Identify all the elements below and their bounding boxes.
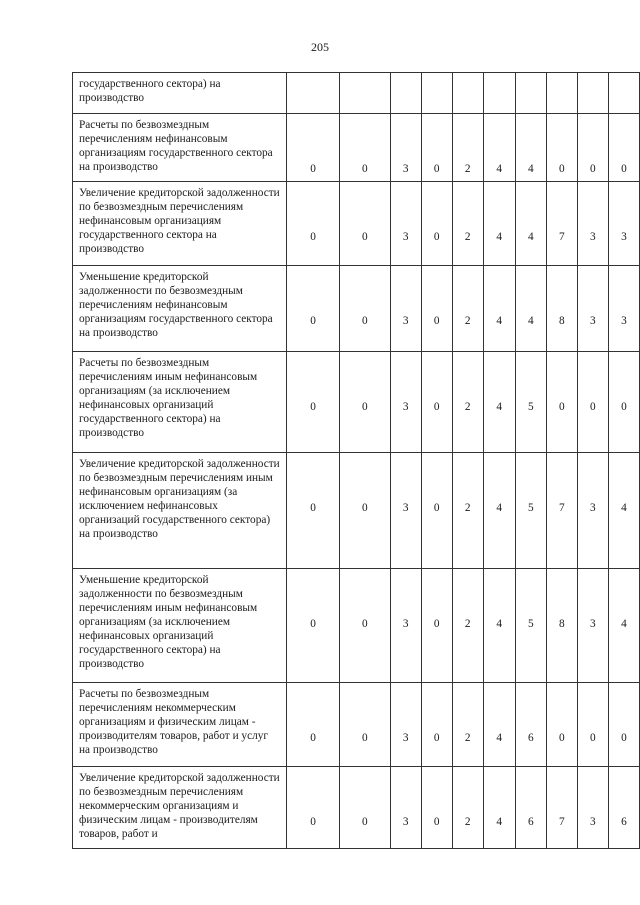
code-digit-cell: 8 bbox=[546, 266, 577, 352]
code-digit-cell: 0 bbox=[287, 352, 340, 453]
code-digit-cell: 4 bbox=[483, 767, 515, 849]
code-digit-cell: 6 bbox=[515, 683, 546, 767]
table-row bbox=[73, 114, 640, 182]
code-digit-cell: 5 bbox=[515, 569, 546, 683]
row-description: Расчеты по безвозмездным перечислениям иным нефинансовым организациям (за исключением нефинансовых организаций государственного сектора) на производство bbox=[73, 352, 287, 453]
code-digit-cell: 6 bbox=[608, 767, 639, 849]
code-digit-cell: 6 bbox=[515, 767, 546, 849]
code-digit-cell: 4 bbox=[515, 114, 546, 182]
table-row bbox=[73, 266, 640, 352]
code-digit-cell bbox=[287, 73, 340, 114]
code-digit-cell: 0 bbox=[421, 767, 452, 849]
table-row bbox=[73, 683, 640, 767]
code-digit-cell: 5 bbox=[515, 453, 546, 569]
table-row bbox=[73, 352, 640, 453]
code-digit-cell: 0 bbox=[339, 352, 390, 453]
code-digit-cell: 0 bbox=[339, 114, 390, 182]
code-digit-cell: 4 bbox=[483, 114, 515, 182]
code-digit-cell: 2 bbox=[452, 569, 483, 683]
code-digit-cell: 0 bbox=[339, 767, 390, 849]
code-digit-cell: 3 bbox=[390, 453, 421, 569]
code-digit-cell: 5 bbox=[515, 352, 546, 453]
code-digit-cell: 3 bbox=[390, 114, 421, 182]
code-digit-cell: 0 bbox=[421, 114, 452, 182]
code-digit-cell: 0 bbox=[608, 114, 639, 182]
page-number: 205 bbox=[311, 40, 329, 54]
code-digit-cell: 0 bbox=[577, 683, 608, 767]
table-row bbox=[73, 73, 640, 114]
code-digit-cell: 4 bbox=[483, 683, 515, 767]
code-digit-cell bbox=[546, 73, 577, 114]
row-description: Уменьшение кредиторской задолженности по безвозмездным перечислениям нефинансовым организациям государственного сектора на производство bbox=[73, 266, 287, 352]
code-digit-cell: 0 bbox=[546, 352, 577, 453]
code-digit-cell: 0 bbox=[577, 114, 608, 182]
code-digit-cell: 0 bbox=[339, 182, 390, 266]
code-digit-cell: 0 bbox=[421, 182, 452, 266]
code-digit-cell: 0 bbox=[577, 352, 608, 453]
code-digit-cell: 0 bbox=[421, 569, 452, 683]
code-digit-cell: 7 bbox=[546, 453, 577, 569]
code-digit-cell: 2 bbox=[452, 182, 483, 266]
code-digit-cell: 4 bbox=[608, 453, 639, 569]
code-digit-cell: 0 bbox=[287, 767, 340, 849]
code-digit-cell: 3 bbox=[577, 266, 608, 352]
code-digit-cell: 7 bbox=[546, 182, 577, 266]
code-digit-cell bbox=[421, 73, 452, 114]
table-row bbox=[73, 767, 640, 849]
code-digit-cell bbox=[452, 73, 483, 114]
code-digit-cell bbox=[608, 73, 639, 114]
code-digit-cell: 0 bbox=[287, 569, 340, 683]
code-digit-cell: 0 bbox=[287, 453, 340, 569]
accounts-table bbox=[72, 72, 640, 849]
code-digit-cell bbox=[515, 73, 546, 114]
row-description: Увеличение кредиторской задолженности по безвозмездным перечислениям некоммерческим организациям и физическим лицам - производителям товаров, работ и bbox=[73, 767, 287, 849]
code-digit-cell: 0 bbox=[287, 182, 340, 266]
code-digit-cell: 4 bbox=[483, 266, 515, 352]
code-digit-cell bbox=[577, 73, 608, 114]
code-digit-cell: 2 bbox=[452, 266, 483, 352]
code-digit-cell: 3 bbox=[390, 767, 421, 849]
code-digit-cell: 2 bbox=[452, 683, 483, 767]
code-digit-cell: 0 bbox=[546, 114, 577, 182]
code-digit-cell bbox=[390, 73, 421, 114]
code-digit-cell: 0 bbox=[608, 352, 639, 453]
code-digit-cell: 0 bbox=[421, 683, 452, 767]
row-description: Расчеты по безвозмездным перечислениям нефинансовым организациям государственного сектора на производство bbox=[73, 114, 287, 182]
table-body bbox=[73, 73, 640, 849]
row-description: государственного сектора) на производство bbox=[73, 73, 287, 114]
code-digit-cell: 0 bbox=[421, 352, 452, 453]
code-digit-cell: 0 bbox=[339, 453, 390, 569]
code-digit-cell: 0 bbox=[287, 266, 340, 352]
code-digit-cell: 2 bbox=[452, 352, 483, 453]
code-digit-cell: 3 bbox=[577, 569, 608, 683]
code-digit-cell bbox=[483, 73, 515, 114]
code-digit-cell: 0 bbox=[339, 683, 390, 767]
row-description: Увеличение кредиторской задолженности по безвозмездным перечислениям нефинансовым организациям государственного сектора на производство bbox=[73, 182, 287, 266]
table-row bbox=[73, 453, 640, 569]
row-description: Увеличение кредиторской задолженности по безвозмездным перечислениям иным нефинансовым организациям (за исключением нефинансовых организаций государственного сектора) на производство bbox=[73, 453, 287, 569]
code-digit-cell: 3 bbox=[390, 683, 421, 767]
code-digit-cell: 0 bbox=[339, 266, 390, 352]
code-digit-cell: 2 bbox=[452, 453, 483, 569]
code-digit-cell: 0 bbox=[287, 683, 340, 767]
code-digit-cell: 8 bbox=[546, 569, 577, 683]
code-digit-cell: 3 bbox=[608, 266, 639, 352]
code-digit-cell: 3 bbox=[577, 453, 608, 569]
code-digit-cell: 3 bbox=[390, 266, 421, 352]
code-digit-cell: 4 bbox=[483, 182, 515, 266]
row-description: Уменьшение кредиторской задолженности по безвозмездным перечислениям иным нефинансовым организациям (за исключением нефинансовых организаций государственного сектора) на производство bbox=[73, 569, 287, 683]
code-digit-cell: 3 bbox=[390, 569, 421, 683]
code-digit-cell bbox=[339, 73, 390, 114]
code-digit-cell: 2 bbox=[452, 767, 483, 849]
row-description: Расчеты по безвозмездным перечислениям некоммерческим организациям и физическим лицам - производителям товаров, работ и услуг на производство bbox=[73, 683, 287, 767]
code-digit-cell: 4 bbox=[608, 569, 639, 683]
code-digit-cell: 0 bbox=[339, 569, 390, 683]
code-digit-cell: 0 bbox=[421, 453, 452, 569]
code-digit-cell: 4 bbox=[483, 352, 515, 453]
code-digit-cell: 0 bbox=[608, 683, 639, 767]
table-row bbox=[73, 182, 640, 266]
code-digit-cell: 3 bbox=[390, 182, 421, 266]
code-digit-cell: 7 bbox=[546, 767, 577, 849]
code-digit-cell: 2 bbox=[452, 114, 483, 182]
code-digit-cell: 3 bbox=[577, 182, 608, 266]
code-digit-cell: 3 bbox=[577, 767, 608, 849]
code-digit-cell: 4 bbox=[483, 453, 515, 569]
code-digit-cell: 4 bbox=[515, 182, 546, 266]
code-digit-cell: 0 bbox=[546, 683, 577, 767]
table-row bbox=[73, 569, 640, 683]
code-digit-cell: 4 bbox=[515, 266, 546, 352]
code-digit-cell: 0 bbox=[287, 114, 340, 182]
code-digit-cell: 4 bbox=[483, 569, 515, 683]
code-digit-cell: 3 bbox=[608, 182, 639, 266]
code-digit-cell: 3 bbox=[390, 352, 421, 453]
code-digit-cell: 0 bbox=[421, 266, 452, 352]
